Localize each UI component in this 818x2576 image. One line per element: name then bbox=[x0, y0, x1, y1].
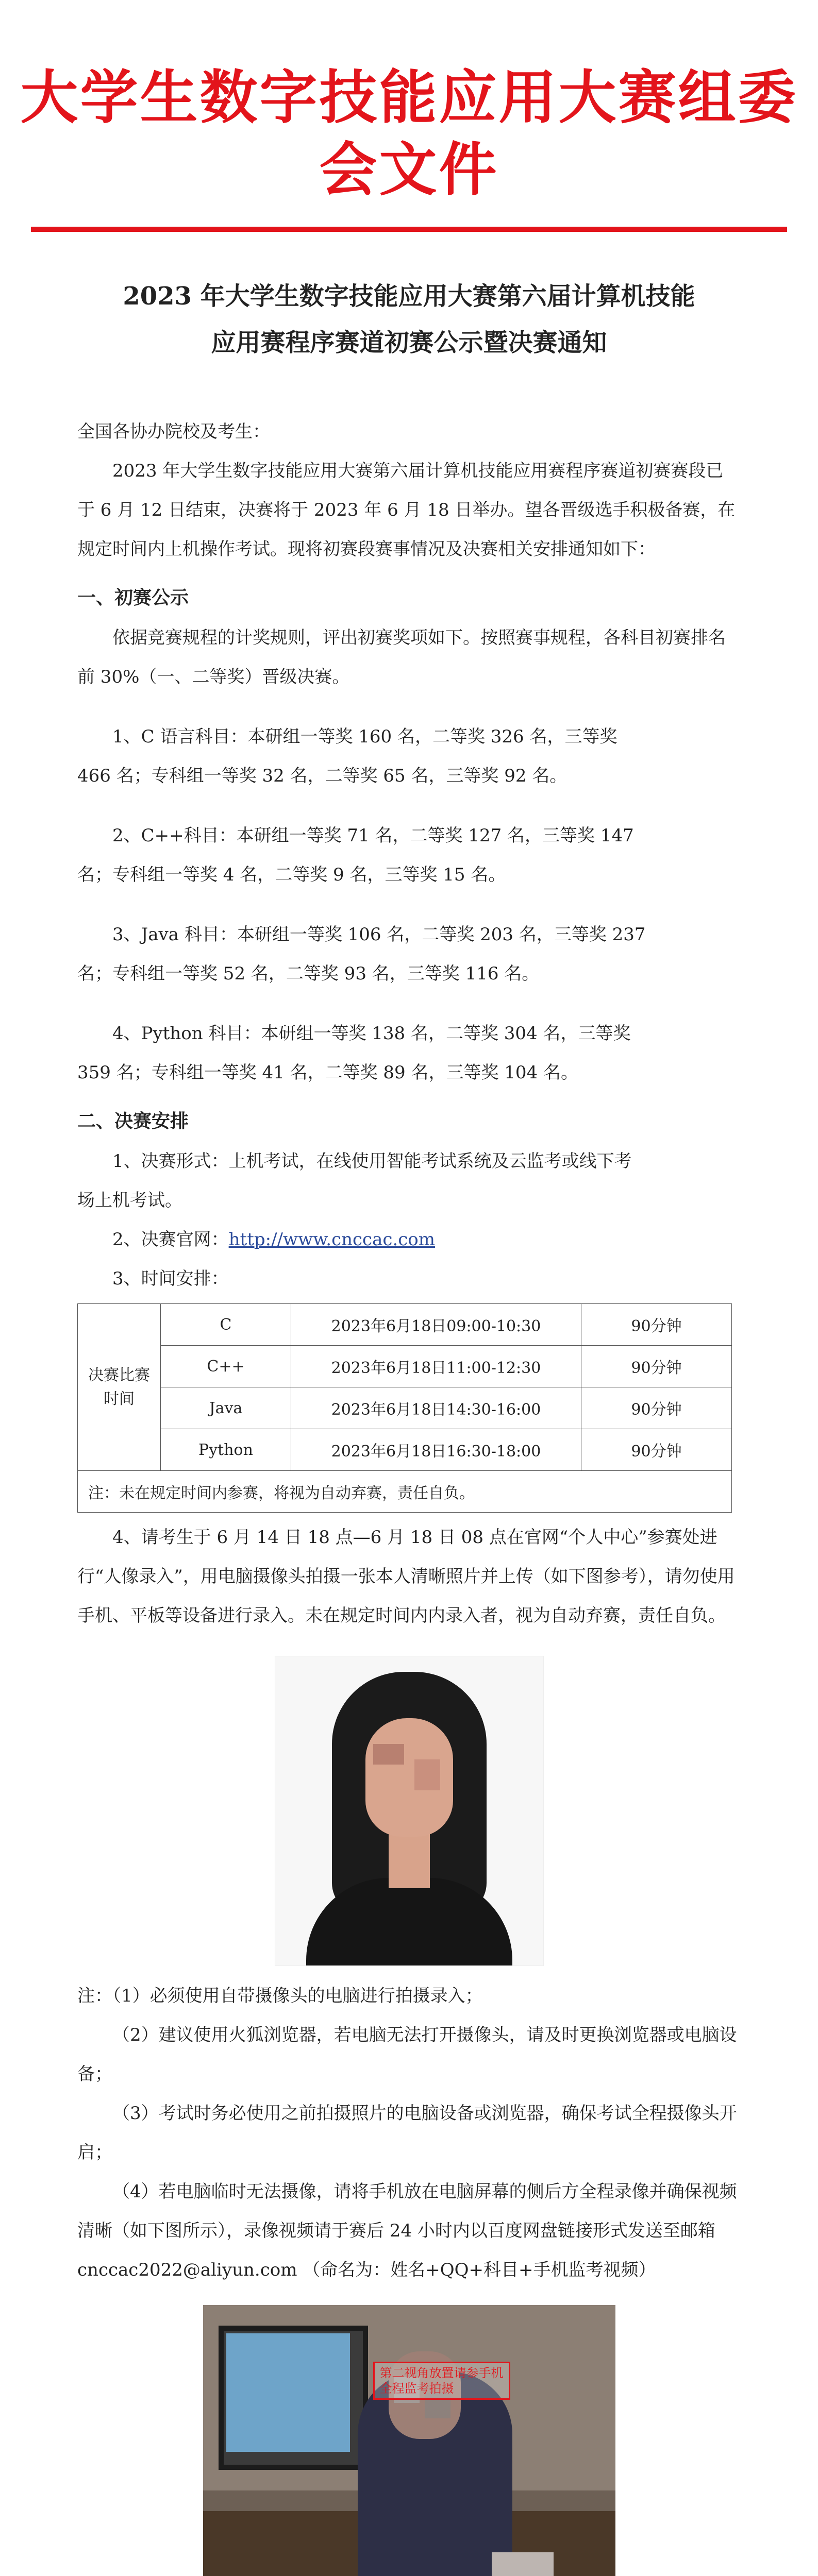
section-heading-prelim: 一、初赛公示 bbox=[77, 587, 189, 608]
schedule-time: 2023年6月18日16:30-18:00 bbox=[291, 1429, 581, 1471]
time-arrangement-label: 3、时间安排： bbox=[112, 1268, 229, 1289]
schedule-note: 注：未在规定时间内参赛，将视为自动弃赛，责任自负。 bbox=[78, 1471, 732, 1513]
final-note-2: （2）建议使用火狐浏览器，若电脑无法打开摄像头，请及时更换浏览器或电脑设备； bbox=[77, 2025, 737, 2084]
table-row bbox=[78, 1471, 732, 1513]
schedule-time: 2023年6月18日14:30-16:00 bbox=[291, 1387, 581, 1429]
final-site-label: 2、决赛官网： bbox=[112, 1229, 229, 1250]
final-site-link[interactable]: http://www.cnccac.com bbox=[228, 1229, 435, 1250]
prelim-item-c-line2: 466 名；专科组一等奖 32 名，二等奖 65 名，三等奖 92 名。 bbox=[77, 766, 567, 786]
video-overlay-label: 第二视角放置请参手机 全程监考拍摄 bbox=[373, 2362, 510, 2400]
intro-paragraph: 2023 年大学生数字技能应用大赛第六届计算机技能应用赛程序赛道初赛赛段已于 6 月 12 日结束，决赛将于 2023 年 6 月 18 日举办。望各晋级选手积极备赛，在规定时间内上机操作考试。现将初赛段赛事情况及决赛相关安排通知如下： bbox=[77, 461, 736, 560]
prelim-item-python-line2: 359 名；专科组一等奖 41 名，二等奖 89 名，三等奖 104 名。 bbox=[77, 1062, 578, 1083]
prelim-item-java-line1: 3、Java 科目：本研组一等奖 106 名，二等奖 203 名，三等奖 237 bbox=[112, 924, 646, 945]
table-row bbox=[78, 1387, 732, 1429]
prelim-item-cpp-line2: 名；专科组一等奖 4 名，二等奖 9 名，三等奖 15 名。 bbox=[77, 865, 506, 885]
schedule-duration: 90分钟 bbox=[581, 1429, 732, 1471]
final-mode-line1: 1、决赛形式：上机考试，在线使用智能考试系统及云监考或线下考 bbox=[112, 1151, 632, 1172]
prelim-item-python-line1: 4、Python 科目：本研组一等奖 138 名，二等奖 304 名，三等奖 bbox=[112, 1023, 631, 1044]
prelim-item-cpp-line1: 2、C++科目：本研组一等奖 71 名，二等奖 127 名，三等奖 147 bbox=[112, 825, 634, 846]
schedule-subject: Python bbox=[161, 1429, 291, 1471]
red-divider-line bbox=[31, 227, 787, 232]
schedule-row-label: 决赛比赛时间 bbox=[78, 1304, 161, 1471]
schedule-subject: C++ bbox=[161, 1346, 291, 1387]
final-site-line bbox=[77, 1220, 741, 1259]
prelim-lead: 依据竞赛规程的计奖规则，评出初赛奖项如下。按照赛事规程，各科目初赛排名前 30%（一、二等奖）晋级决赛。 bbox=[77, 628, 726, 687]
final-item4: 4、请考生于 6 月 14 日 18 点—6 月 18 日 08 点在官网“个人中心”参赛处进行“人像录入”，用电脑摄像头拍摄一张本人清晰照片并上传（如下图参考），请勿使用手机、平板等设备进行录入。未在规定时间内内录入者，视为自动弃赛，责任自负。 bbox=[77, 1527, 735, 1626]
org-banner: 大学生数字技能应用大赛组委会文件 bbox=[20, 64, 798, 204]
prelim-item-java-line2: 名；专科组一等奖 52 名，二等奖 93 名，三等奖 116 名。 bbox=[77, 963, 540, 984]
sample-monitoring-video-frame bbox=[203, 2305, 615, 2576]
schedule-duration: 90分钟 bbox=[581, 1346, 732, 1387]
final-mode-line2: 场上机考试。 bbox=[77, 1190, 182, 1211]
table-row bbox=[78, 1346, 732, 1387]
schedule-table bbox=[77, 1303, 732, 1513]
final-note-3: （3）考试时务必使用之前拍摄照片的电脑设备或浏览器，确保考试全程摄像头开启； bbox=[77, 2103, 737, 2163]
doc-title-line1: 2023 年大学生数字技能应用大赛第六届计算机技能 bbox=[123, 282, 695, 311]
greeting: 全国各协办院校及考生： bbox=[77, 421, 270, 442]
schedule-time: 2023年6月18日09:00-10:30 bbox=[291, 1304, 581, 1346]
sample-portrait-image bbox=[275, 1656, 544, 1966]
schedule-duration: 90分钟 bbox=[581, 1304, 732, 1346]
prelim-item-c-line1: 1、C 语言科目：本研组一等奖 160 名，二等奖 326 名，三等奖 bbox=[112, 726, 617, 747]
table-row bbox=[78, 1304, 732, 1346]
schedule-duration: 90分钟 bbox=[581, 1387, 732, 1429]
final-note-4: （4）若电脑临时无法摄像，请将手机放在电脑屏幕的侧后方全程录像并确保视频清晰（如下图所示），录像视频请于赛后 24 小时内以百度网盘链接形式发送至邮箱 cnccac2022@aliyun.com （命名为：姓名+QQ+科目+手机监考视频） bbox=[77, 2181, 737, 2280]
table-row bbox=[78, 1429, 732, 1471]
schedule-subject: C bbox=[161, 1304, 291, 1346]
section-heading-final: 二、决赛安排 bbox=[77, 1110, 189, 1132]
schedule-time: 2023年6月18日11:00-12:30 bbox=[291, 1346, 581, 1387]
schedule-subject: Java bbox=[161, 1387, 291, 1429]
doc-title-line2: 应用赛程序赛道初赛公示暨决赛通知 bbox=[211, 328, 607, 357]
final-note-1: 注：（1）必须使用自带摄像头的电脑进行拍摄录入； bbox=[77, 1986, 483, 2006]
